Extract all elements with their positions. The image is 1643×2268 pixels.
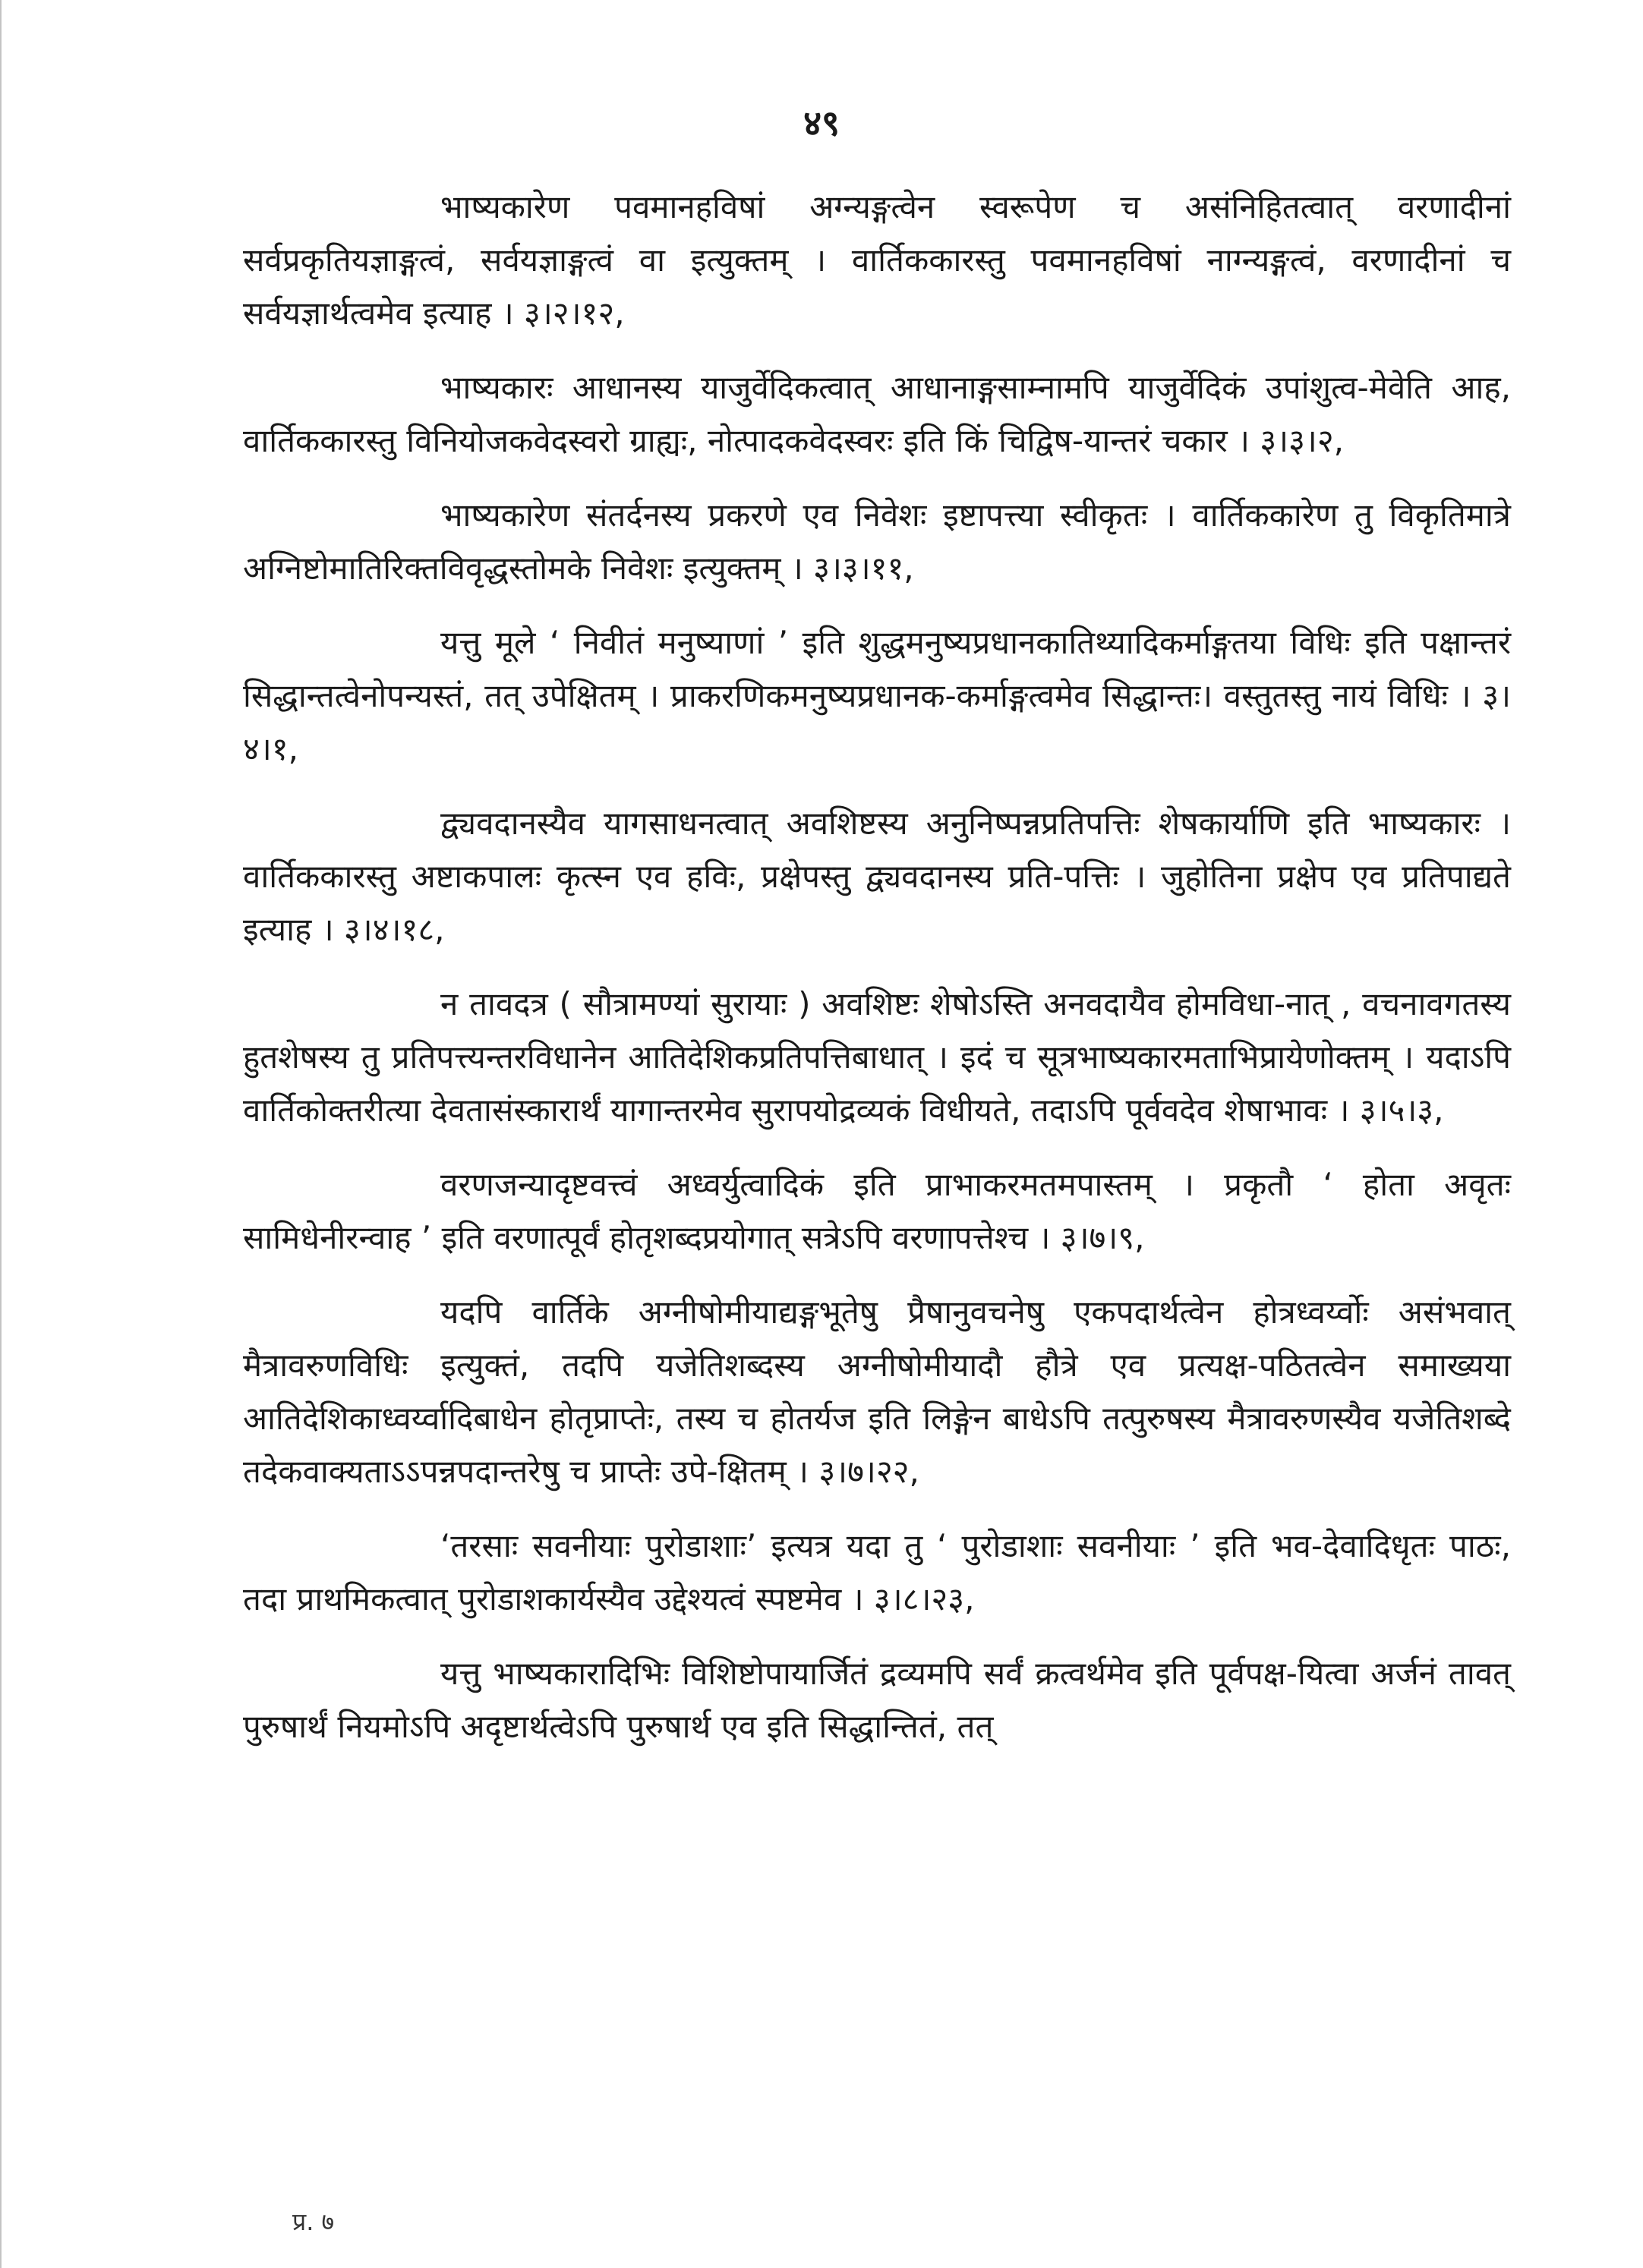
paragraph-2: भाष्यकारः आधानस्य याजुर्वेदिकत्वात् आधानाङ्गसाम्नामपि याजुर्वेदिकं उपांशुत्व-मेवेति आह, वार्तिककारस्तु विनियोजकवेदस्वरो ग्राह्यः, नोत्पादकवेदस्वरः इति किं चिद्विष-यान्तरं चकार । ३।३।२, bbox=[243, 369, 1511, 459]
paragraph-5: द्व्यवदानस्यैव यागसाधनत्वात् अवशिष्टस्य अनुनिष्पन्नप्रतिपत्तिः शेषकार्याणि इति भाष्यकारः । वार्तिककारस्तु अष्टाकपालः कृत्स्न एव हविः, प्रक्षेपस्तु द्व्यवदानस्य प्रति-पत्तिः । जुहोतिना प्रक्षेप एव प्रतिपाद्यते इत्याह । ३।४।१८, bbox=[243, 805, 1511, 948]
paragraph-9: ‘तरसाः सवनीयाः पुरोडाशाः’ इत्यत्र यदा तु ‘ पुरोडाशाः सवनीयाः ’ इति भव-देवादिधृतः पाठः, तदा प्राथमिकत्वात् पुरोडाशकार्यस्यैव उद्देश्यत्वं स्पष्टमेव । ३।८।२३, bbox=[243, 1527, 1511, 1618]
page-body bbox=[243, 181, 1511, 1775]
paragraph-4: यत्तु मूले ‘ निवीतं मनुष्याणां ’ इति शुद्धमनुष्यप्रधानकातिथ्यादिकर्माङ्गतया विधिः इति पक्षान्तरं सिद्धान्तत्वेनोपन्यस्तं, तत् उपेक्षितम् । प्राकरणिकमनुष्यप्रधानक-कर्माङ्गत्वमेव सिद्धान्तः। वस्तुतस्तु नायं विधिः । ३।४।१, bbox=[243, 624, 1511, 767]
page-number: ४९ bbox=[803, 102, 840, 143]
paragraph-8: यदपि वार्तिके अग्नीषोमीयाद्यङ्गभूतेषु प्रैषानुवचनेषु एकपदार्थत्वेन होत्रध्वर्य्वोः असंभवात् मैत्रावरुणविधिः इत्युक्तं, तदपि यजेतिशब्दस्य अग्नीषोमीयादौ हौत्रे एव प्रत्यक्ष-पठितत्वेन समाख्यया आतिदेशिकाध्वर्य्वादिबाधेन होतृप्राप्तेः, तस्य च होतर्यज इति लिङ्गेन बाधेऽपि तत्पुरुषस्य मैत्रावरुणस्यैव यजेतिशब्दे तदेकवाक्यताऽऽपन्नपदान्तरेषु च प्राप्तेः उपे-क्षितम् । ३।७।२२, bbox=[243, 1293, 1511, 1490]
paragraph-1: भाष्यकारेण पवमानहविषां अग्न्यङ्गत्वेन स्वरूपेण च असंनिहितत्वात् वरणादीनां सर्वप्रकृतियज्ञाङ्गत्वं, सर्वयज्ञाङ्गत्वं वा इत्युक्तम् । वार्तिककारस्तु पवमानहविषां नाग्न्यङ्गत्वं, वरणादीनां च सर्वयज्ञार्थत्वमेव इत्याह । ३।२।१२, bbox=[243, 188, 1511, 332]
paragraph-10: यत्तु भाष्यकारादिभिः विशिष्टोपायार्जितं द्रव्यमपि सर्वं क्रत्वर्थमेव इति पूर्वपक्ष-यित्वा अर्जनं तावत् पुरुषार्थं नियमोऽपि अदृष्टार्थत्वेऽपि पुरुषार्थ एव इति सिद्धान्तितं, तत् bbox=[243, 1655, 1511, 1745]
paragraph-6: न तावदत्र ( सौत्रामण्यां सुरायाः ) अवशिष्टः शेषोऽस्ति अनवदायैव होमविधा-नात् , वचनावगतस्य हुतशेषस्य तु प्रतिपत्त्यन्तरविधानेन आतिदेशिकप्रतिपत्तिबाधात् । इदं च सूत्रभाष्यकारमताभिप्रायेणोक्तम् । यदाऽपि वार्तिकोक्तरीत्या देवतासंस्कारार्थं यागान्तरमेव सुरापयोद्रव्यकं विधीयते, तदाऽपि पूर्ववदेव शेषाभावः । ३।५।३, bbox=[243, 985, 1511, 1129]
printer-signature-mark: प्र. ७ bbox=[292, 2207, 335, 2236]
paragraph-3: भाष्यकारेण संतर्दनस्य प्रकरणे एव निवेशः इष्टापत्त्या स्वीकृतः । वार्तिककारेण तु विकृतिमात्रे अग्निष्टोमातिरिक्तविवृद्धस्तोमके निवेशः इत्युक्तम् । ३।३।११, bbox=[243, 496, 1511, 587]
scan-edge-shadow bbox=[0, 0, 2, 2268]
paragraph-7: वरणजन्यादृष्टवत्त्वं अध्वर्युत्वादिकं इति प्राभाकरमतमपास्तम् । प्रकृतौ ‘ होता अवृतः सामिधेनीरन्वाह ’ इति वरणात्पूर्वं होतृशब्दप्रयोगात् सत्रेऽपि वरणापत्तेश्च । ३।७।९, bbox=[243, 1166, 1511, 1256]
